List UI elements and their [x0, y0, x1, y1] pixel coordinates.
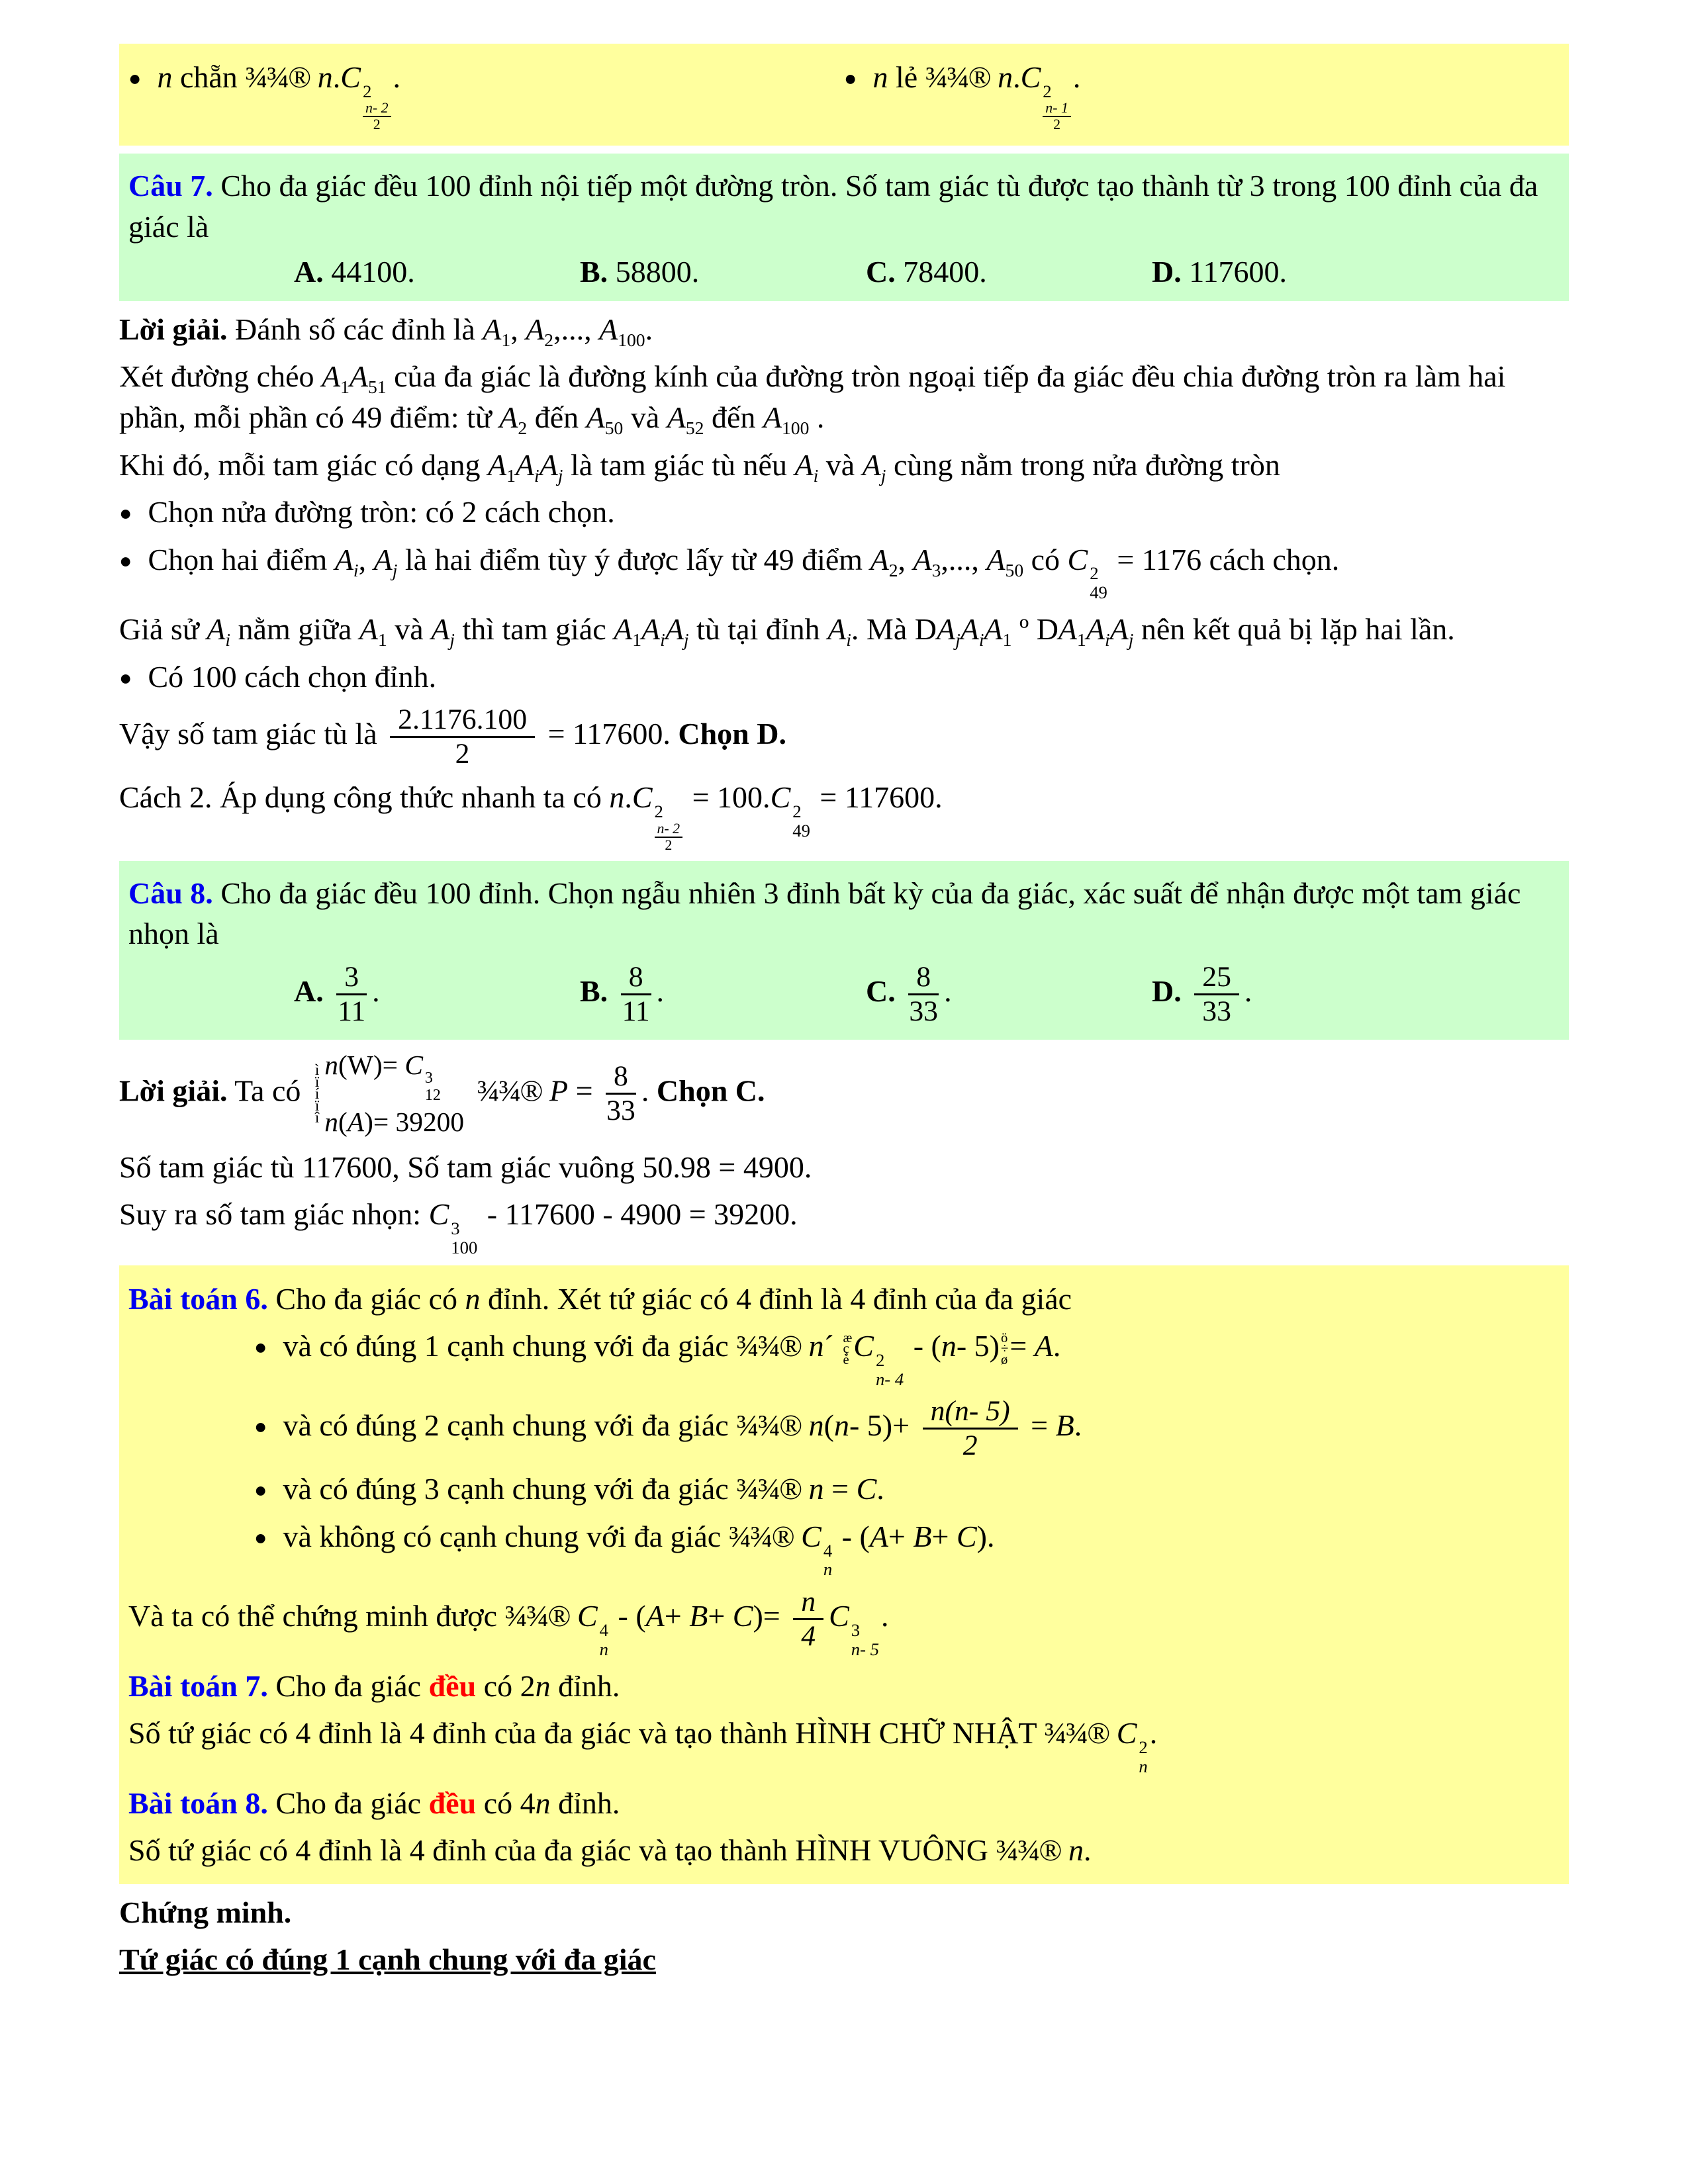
problem-6-statement: Bài toán 6. Cho đa giác có n đỉnh. Xét tứ giác có 4 đỉnh là 4 đỉnh của đa giác — [128, 1281, 1072, 1316]
problem-6-bullet-no-edge: ● và không có cạnh chung với đa giác ¾¾® C 4 n - (A+ B+ C). — [254, 1519, 995, 1580]
arrow-symbol: ¾¾® — [477, 1073, 542, 1108]
problem-6-bullet-2-edges: ● và có đúng 2 cạnh chung với đa giác ¾¾® n(n- 5)+ $\frac{n(n- 5)}{2}$ = B. — [254, 1395, 1082, 1462]
fraction: $\frac{25}{33}$ — [1194, 961, 1239, 1028]
question-7-option-b: B. 58800. — [580, 254, 700, 289]
solution-7-duplicate-paragraph: Giả sử $A_i$ nằm giữa $A_1$ và $A_j$ thì tam giác $A_1A_iA_j$ tù tại đỉnh $A_i$. Mà $DA_jA_iA_1$ º $DA_1A_iA_j$ nên kết quả bị lặp hai lần. — [119, 612, 1455, 651]
proof-heading: Chứng minh. — [119, 1895, 292, 1929]
arrow-symbol: ¾¾® — [925, 60, 990, 94]
bullet-icon: ● — [128, 66, 142, 90]
label-blue: Câu 8. — [128, 876, 213, 910]
arrow-symbol: ¾¾® — [1044, 1716, 1109, 1751]
proof-case-1-heading: Tứ giác có đúng 1 cạnh chung với đa giác — [119, 1942, 656, 1977]
big-paren-left: æ ç è — [843, 1330, 853, 1367]
solution-7-block — [119, 309, 1569, 853]
question-7-text: Câu 7. Cho đa giác đều 100 đỉnh nội tiếp một đường tròn. Số tam giác tù được tạo thành từ 3 trong 100 đỉnh của đa giác là — [128, 169, 1538, 244]
label-red: đều — [428, 1786, 477, 1820]
question-8-option-a: A. $\frac{3}{11}$ . — [294, 960, 380, 1027]
arrow-symbol: ¾¾® — [996, 1833, 1061, 1868]
problem-6-bullet-1-edge: ● và có đúng 1 cạnh chung với đa giác ¾¾® n´ æ ç è C 2 n- 4 - (n- 5) ö ÷ ø = A. — [254, 1329, 1061, 1389]
fraction: $\frac{n}{4}$ — [793, 1586, 823, 1653]
fraction: $\frac{n(n- 5)}{2}$ — [923, 1395, 1018, 1462]
arrow-symbol: ¾¾® — [728, 1519, 794, 1553]
fraction: $\frac{8}{33}$ — [909, 960, 938, 1027]
label-blue: Câu 7. — [128, 169, 213, 203]
arrow-symbol: ¾¾® — [245, 60, 310, 94]
bullet-icon: ● — [254, 1478, 267, 1502]
label-blue: Bài toán 6. — [128, 1281, 268, 1316]
bullet-icon: ● — [254, 1525, 267, 1549]
big-paren-right: ö ÷ ø — [1000, 1330, 1009, 1367]
bullet-icon: ● — [844, 66, 857, 90]
label-blue: Bài toán 8. — [128, 1786, 268, 1820]
question-7-option-c: C. 78400. — [866, 254, 987, 289]
formula-n-odd: ● n lẻ ¾¾® n.C 2 n- 1 2 . — [844, 60, 1081, 133]
solution-8-intro: Lời giải. Ta có ì ï í ï î n(W)= C 3 12 n(A)= 39200 ¾¾® P = $\frac{8}{33}$ . Chọn C. — [119, 1048, 1569, 1140]
big-brace-left: ì ï í ï î — [314, 1061, 320, 1126]
label-red: đều — [428, 1668, 477, 1703]
problem-7-statement: Bài toán 7. Cho đa giác đều có 2n đỉnh. — [128, 1668, 620, 1703]
question-8-block — [119, 861, 1569, 1040]
question-7-options — [128, 254, 1560, 289]
formula-n-even: ● n chẵn ¾¾® n.C 2 n- 2 2 . — [128, 60, 401, 133]
solution-7-bullet-100-vertices: ● Có 100 cách chọn đỉnh. — [119, 659, 437, 694]
problem-8-square-count: Số tứ giác có 4 đỉnh là 4 đỉnh của đa giác và tạo thành HÌNH VUÔNG ¾¾® n. — [128, 1833, 1092, 1868]
proof-block — [119, 1892, 1569, 1980]
arrow-symbol: ¾¾® — [736, 1408, 802, 1443]
cases-system: ì ï í ï î n(W)= C 3 12 n(A)= 39200 — [314, 1049, 465, 1137]
bullet-icon: ● — [119, 665, 132, 690]
bullet-icon: ● — [254, 1414, 267, 1439]
problem-6-proved-identity: Và ta có thể chứng minh được ¾¾® C 4 n - (A+ B+ C)= $\frac{n}{4}$ C 3 n- 5 . — [128, 1586, 889, 1659]
solution-8-acute-count: Suy ra số tam giác nhọn: C 3 100 - 117600 - 4900 = 39200. — [119, 1197, 798, 1257]
question-8-text: Câu 8. Cho đa giác đều 100 đỉnh. Chọn ngẫu nhiên 3 đỉnh bất kỳ của đa giác, xác suất để nhận được một tam giác nhọn là — [128, 876, 1521, 951]
solution-7-result: Vậy số tam giác tù là $\frac{2.1176.100}{2}$ = 117600. Chọn D. — [119, 704, 786, 770]
parity-formula-note-block — [119, 44, 1569, 146]
problems-6-7-8-block — [119, 1265, 1569, 1884]
fraction: $\frac{8}{11}$ — [622, 960, 650, 1027]
fraction: $\frac{2.1176.100}{2}$ — [390, 704, 535, 770]
fraction: $\frac{8}{33}$ — [606, 1060, 635, 1127]
question-7-option-a: A. 44100. — [294, 254, 415, 289]
question-8-options — [128, 961, 1560, 1028]
problem-8-statement: Bài toán 8. Cho đa giác đều có 4n đỉnh. — [128, 1786, 620, 1820]
solution-7-diagonal-paragraph: Xét đường chéo $A_1A_{51}$ của đa giác là đường kính của đường tròn ngoại tiếp đa giác đều chia đường tròn ra làm hai phần, mỗi phần có 49 điểm: từ $A_2$ đến $A_{50}$ và $A_{52}$ đến $A_{100}$ . — [119, 359, 1506, 439]
solution-8-counts: Số tam giác tù 117600, Số tam giác vuông 50.98 = 4900. — [119, 1150, 812, 1184]
question-8-option-b: B. $\frac{8}{11}$ . — [580, 960, 665, 1027]
arrow-symbol: ¾¾® — [736, 1329, 802, 1363]
arrow-symbol: ¾¾® — [504, 1599, 570, 1633]
solution-7-triangle-shape-paragraph: Khi đó, mỗi tam giác có dạng $A_1A_iA_j$ là tam giác tù nếu $A_i$ và $A_j$ cùng nằm trong nửa đường tròn — [119, 447, 1280, 486]
solution-7-bullet-two-points: ● Chọn hai điểm $A_i$, $A_j$ là hai điểm tùy ý được lấy từ 49 điểm $A_2$, $A_3$,..., $A_{50}$ có C 2 49 = 1176 cách chọn. — [119, 542, 1340, 603]
solution-7-method-2: Cách 2. Áp dụng công thức nhanh ta có n.C 2 n- 2 2 = 100.C 2 49 = 117600. — [119, 780, 943, 853]
bullet-icon: ● — [254, 1334, 267, 1359]
fraction: $\frac{3}{11}$ — [338, 960, 366, 1027]
question-8-option-d: D. $\frac{25}{33}$ . — [1152, 960, 1252, 1027]
question-7-option-d: D. 117600. — [1152, 254, 1288, 289]
problem-6-bullet-3-edges: ● và có đúng 3 cạnh chung với đa giác ¾¾® n = C. — [254, 1472, 884, 1506]
bullet-icon: ● — [119, 548, 132, 572]
label-blue: Bài toán 7. — [128, 1668, 268, 1703]
solution-7-intro: Lời giải. Đánh số các đỉnh là $A_1$, $A_2$,..., $A_{100}$. — [119, 312, 653, 350]
question-8-option-c: C. $\frac{8}{33}$ . — [866, 960, 952, 1027]
arrow-symbol: ¾¾® — [736, 1472, 802, 1506]
solution-7-bullet-halfcircle: ● Chọn nửa đường tròn: có 2 cách chọn. — [119, 495, 615, 529]
solution-8-block — [119, 1048, 1569, 1257]
problem-7-rectangle-count: Số tứ giác có 4 đỉnh là 4 đỉnh của đa giác và tạo thành HÌNH CHỮ NHẬT ¾¾® C 2 n . — [128, 1716, 1158, 1776]
question-7-block — [119, 154, 1569, 300]
bullet-icon: ● — [119, 500, 132, 525]
